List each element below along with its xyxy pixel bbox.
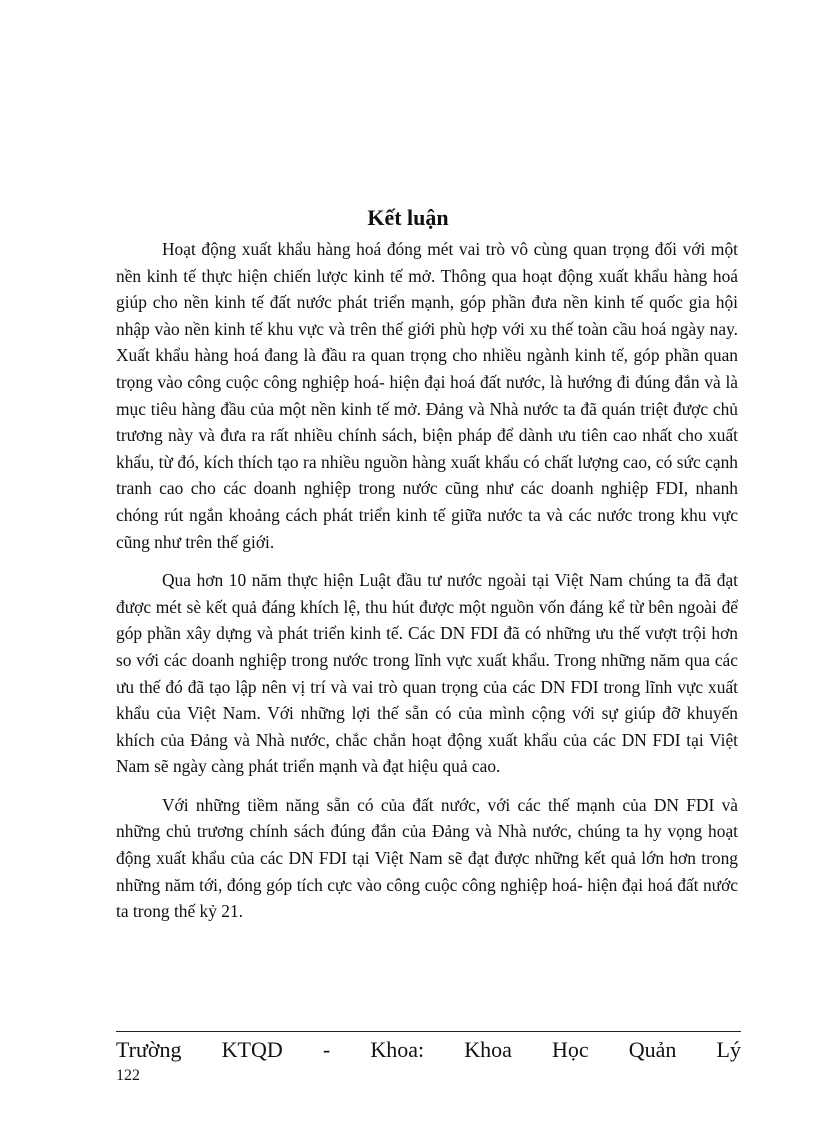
page-title: Kết luận	[367, 205, 449, 230]
document-body	[116, 236, 738, 937]
paragraph-2: Qua hơn 10 năm thực hiện Luật đầu tư nước ngoài tại Việt Nam chúng ta đã đạt được mét sè kết quả đáng khích lệ, thu hút được một nguồn vốn đáng kể từ bên ngoài để góp phần xây dựng và phát triển kinh tế. Các DN FDI đã có những ưu thế vượt trội hơn so với các doanh nghiệp trong nước trong lĩnh vực xuất khẩu. Trong những năm qua các ưu thế đó đã tạo lập nên vị trí và vai trò quan trọng của các DN FDI trong lĩnh vực xuất khẩu của Việt Nam. Với những lợi thế sẵn có của mình cộng với sự giúp đỡ khuyến khích của Đảng và Nhà nước, chắc chắn hoạt động xuất khẩu của các DN FDI tại Việt Nam sẽ ngày càng phát triển mạnh và đạt hiệu quả cao.	[116, 570, 738, 777]
paragraph-3: Với những tiềm năng sẵn có của đất nước, với các thế mạnh của DN FDI và những chủ trương chính sách đúng đắn của Đảng và Nhà nước, chúng ta hy vọng hoạt động xuất khẩu của các DN FDI tại Việt Nam sẽ đạt được những kết quả lớn hơn trong những năm tới, đóng góp tích cực vào công cuộc công nghiệp hoá- hiện đại hoá đất nước ta trong thế kỷ 21.	[116, 794, 738, 922]
footer-text: Trường KTQD - Khoa: Khoa Học Quản Lý	[116, 1037, 741, 1062]
paragraph-1: Hoạt động xuất khẩu hàng hoá đóng mét vai trò vô cùng quan trọng đối với một nền kinh tế thực hiện chiến lược kinh tế mở. Thông qua hoạt động xuất khẩu hàng hoá giúp cho nền kinh tế đất nước phát triển mạnh, góp phần đưa nền kinh tế quốc gia hội nhập vào nền kinh tế khu vực và trên thế giới phù hợp với xu thế toàn cầu hoá ngày nay. Xuất khẩu hàng hoá đang là đầu ra quan trọng cho nhiều ngành kinh tế, góp phần quan trọng vào công cuộc công nghiệp hoá- hiện đại hoá đất nước, là hướng đi đúng đắn và là mục tiêu hàng đầu của một nền kinh tế mở. Đảng và Nhà nước ta đã quán triệt được chủ trương này và đưa ra rất nhiều chính sách, biện pháp để dành ưu tiên cao nhất cho xuất khẩu, từ đó, kích thích tạo ra nhiều nguồn hàng xuất khẩu có chất lượng cao, có sức cạnh tranh cao cho các doanh nghiệp trong nước cũng như các doanh nghiệp FDI, nhanh chóng rút ngắn khoảng cách phát triển kinh tế giữa nước ta và các nước trong khu vực cũng như trên thế giới.	[116, 239, 738, 552]
page-number: 122	[116, 1067, 140, 1084]
footer-divider	[116, 1031, 741, 1032]
